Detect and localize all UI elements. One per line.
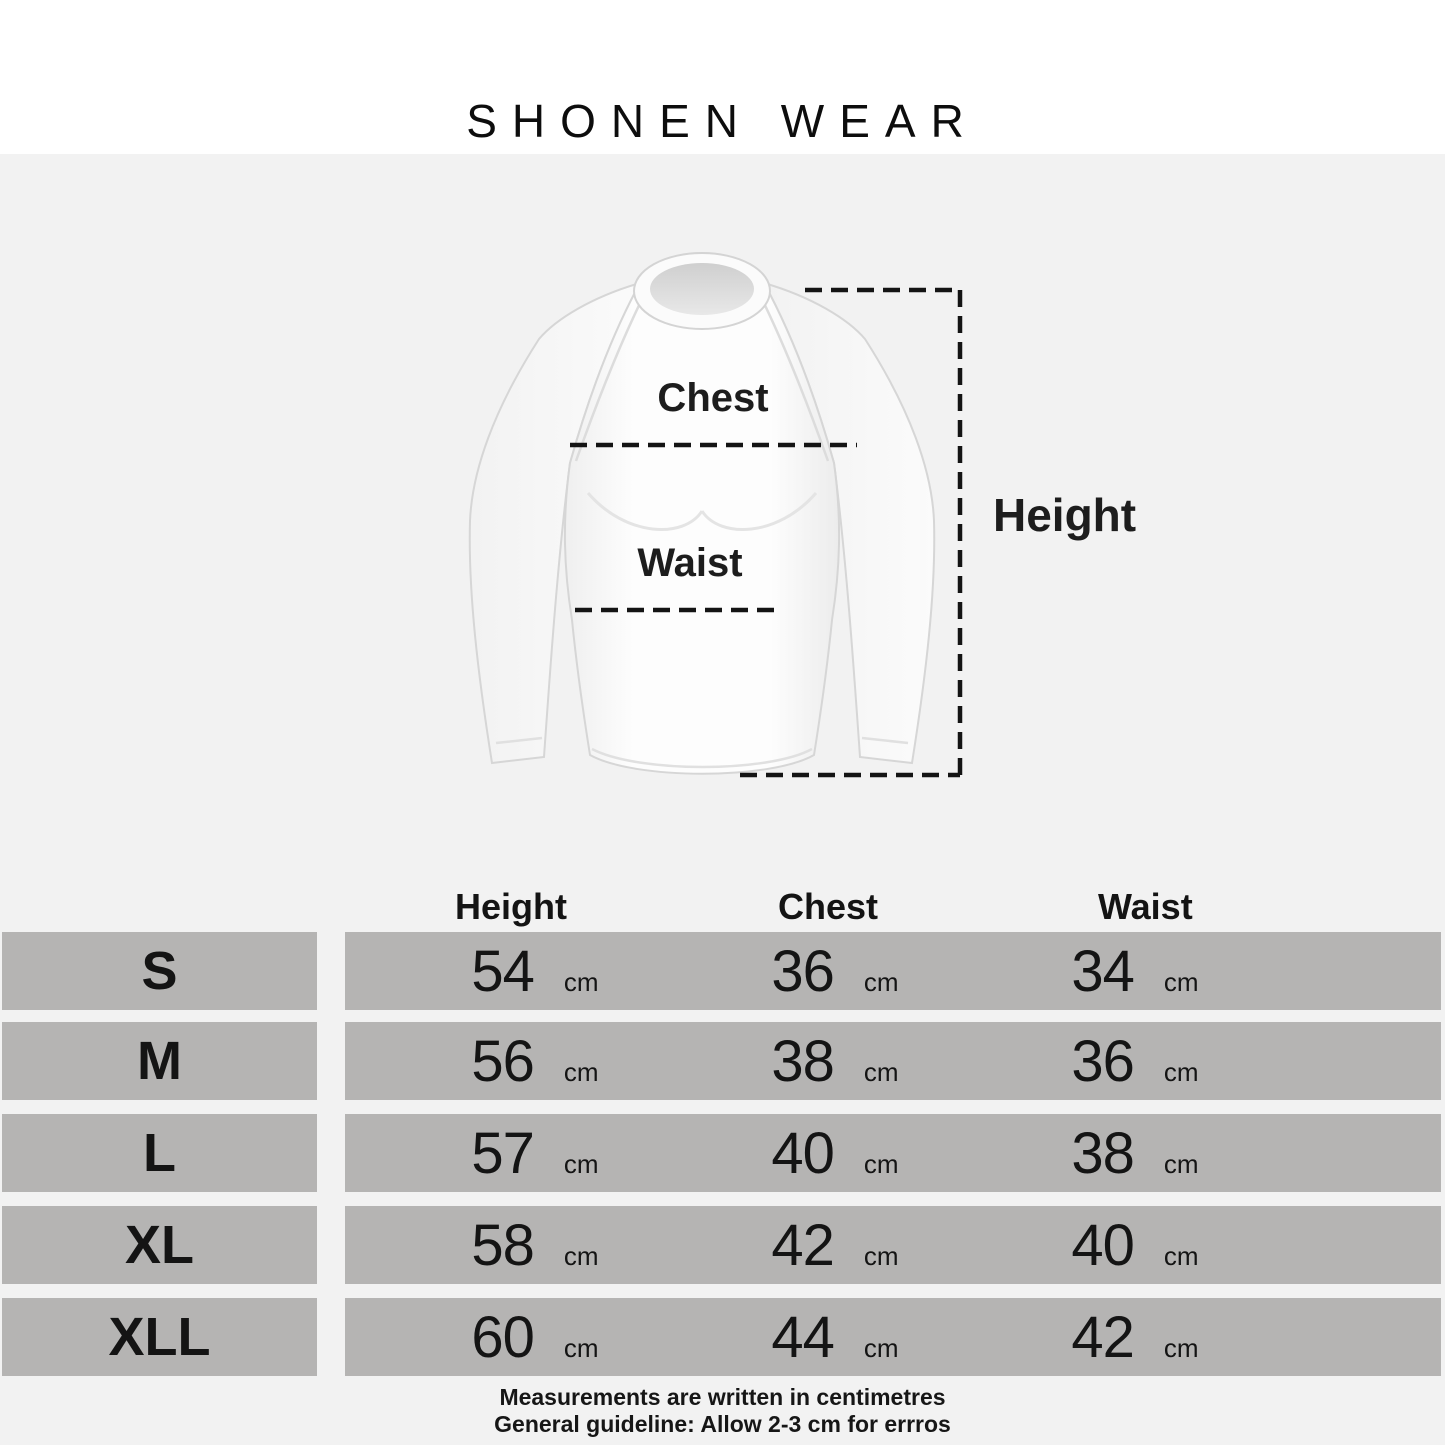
- waist-value-group: [985, 938, 1285, 1005]
- height-value: 60: [471, 1304, 534, 1370]
- unit-label: cm: [863, 1332, 899, 1363]
- chest-value-group: [685, 938, 985, 1005]
- logo-bar: [0, 0, 1445, 154]
- column-header-height: Height: [455, 886, 567, 927]
- shirt-illustration: [440, 235, 1000, 805]
- measurement-note-line2: General guideline: Allow 2-3 cm for errros: [494, 1411, 951, 1437]
- height-value: 54: [471, 938, 534, 1004]
- waist-diagram-label: Waist: [637, 541, 743, 585]
- chest-value: 42: [771, 1212, 834, 1278]
- waist-value: 34: [1071, 938, 1134, 1004]
- unit-label: cm: [863, 966, 899, 997]
- table-row: [0, 1298, 1445, 1376]
- table-row: [0, 932, 1445, 1010]
- size-label: L: [2, 1114, 317, 1192]
- unit-label: cm: [1163, 1240, 1199, 1271]
- height-diagram-label: Height: [993, 489, 1137, 541]
- height-value-group: [385, 938, 685, 1005]
- size-label: M: [2, 1022, 317, 1100]
- unit-label: cm: [1163, 1332, 1199, 1363]
- chest-value-group: [685, 1120, 985, 1187]
- chest-value: 36: [771, 938, 834, 1004]
- height-value: 58: [471, 1212, 534, 1278]
- waist-value-group: [985, 1120, 1285, 1187]
- waist-value: 40: [1071, 1212, 1134, 1278]
- unit-label: cm: [1163, 1148, 1199, 1179]
- measurement-note-line1: Measurements are written in centimetres: [499, 1384, 946, 1410]
- waist-value: 38: [1071, 1120, 1134, 1186]
- unit-label: cm: [1163, 1056, 1199, 1087]
- column-header-chest: Chest: [778, 886, 879, 927]
- unit-label: cm: [863, 1148, 899, 1179]
- waist-value: 42: [1071, 1304, 1134, 1370]
- collar-opening: [650, 263, 754, 315]
- unit-label: cm: [863, 1056, 899, 1087]
- row-values: [345, 1206, 1441, 1284]
- chest-value-group: [685, 1304, 985, 1371]
- height-value: 56: [471, 1028, 534, 1094]
- unit-label: cm: [563, 1332, 599, 1363]
- unit-label: cm: [863, 1240, 899, 1271]
- chest-diagram-label: Chest: [657, 376, 769, 420]
- chest-value-group: [685, 1212, 985, 1279]
- height-value-group: [385, 1120, 685, 1187]
- waist-value: 36: [1071, 1028, 1134, 1094]
- size-label: XLL: [2, 1298, 317, 1376]
- table-row: [0, 1022, 1445, 1100]
- table-row: [0, 1206, 1445, 1284]
- waist-value-group: [985, 1028, 1285, 1095]
- chest-value: 44: [771, 1304, 834, 1370]
- chest-value: 40: [771, 1120, 834, 1186]
- size-label: S: [2, 932, 317, 1010]
- height-value: 57: [471, 1120, 534, 1186]
- size-label: XL: [2, 1206, 317, 1284]
- row-values: [345, 1022, 1441, 1100]
- unit-label: cm: [563, 1240, 599, 1271]
- height-value-group: [385, 1028, 685, 1095]
- brand-logo: SHONEN WEAR: [466, 95, 979, 147]
- row-values: [345, 1114, 1441, 1192]
- unit-label: cm: [1163, 966, 1199, 997]
- height-value-group: [385, 1304, 685, 1371]
- column-header-waist: Waist: [1098, 886, 1193, 927]
- unit-label: cm: [563, 1148, 599, 1179]
- waist-value-group: [985, 1212, 1285, 1279]
- table-row: [0, 1114, 1445, 1192]
- chest-value-group: [685, 1028, 985, 1095]
- measurement-note: [0, 1384, 1445, 1438]
- unit-label: cm: [563, 966, 599, 997]
- row-values: [345, 932, 1441, 1010]
- chest-value: 38: [771, 1028, 834, 1094]
- height-value-group: [385, 1212, 685, 1279]
- waist-value-group: [985, 1304, 1285, 1371]
- row-values: [345, 1298, 1441, 1376]
- unit-label: cm: [563, 1056, 599, 1087]
